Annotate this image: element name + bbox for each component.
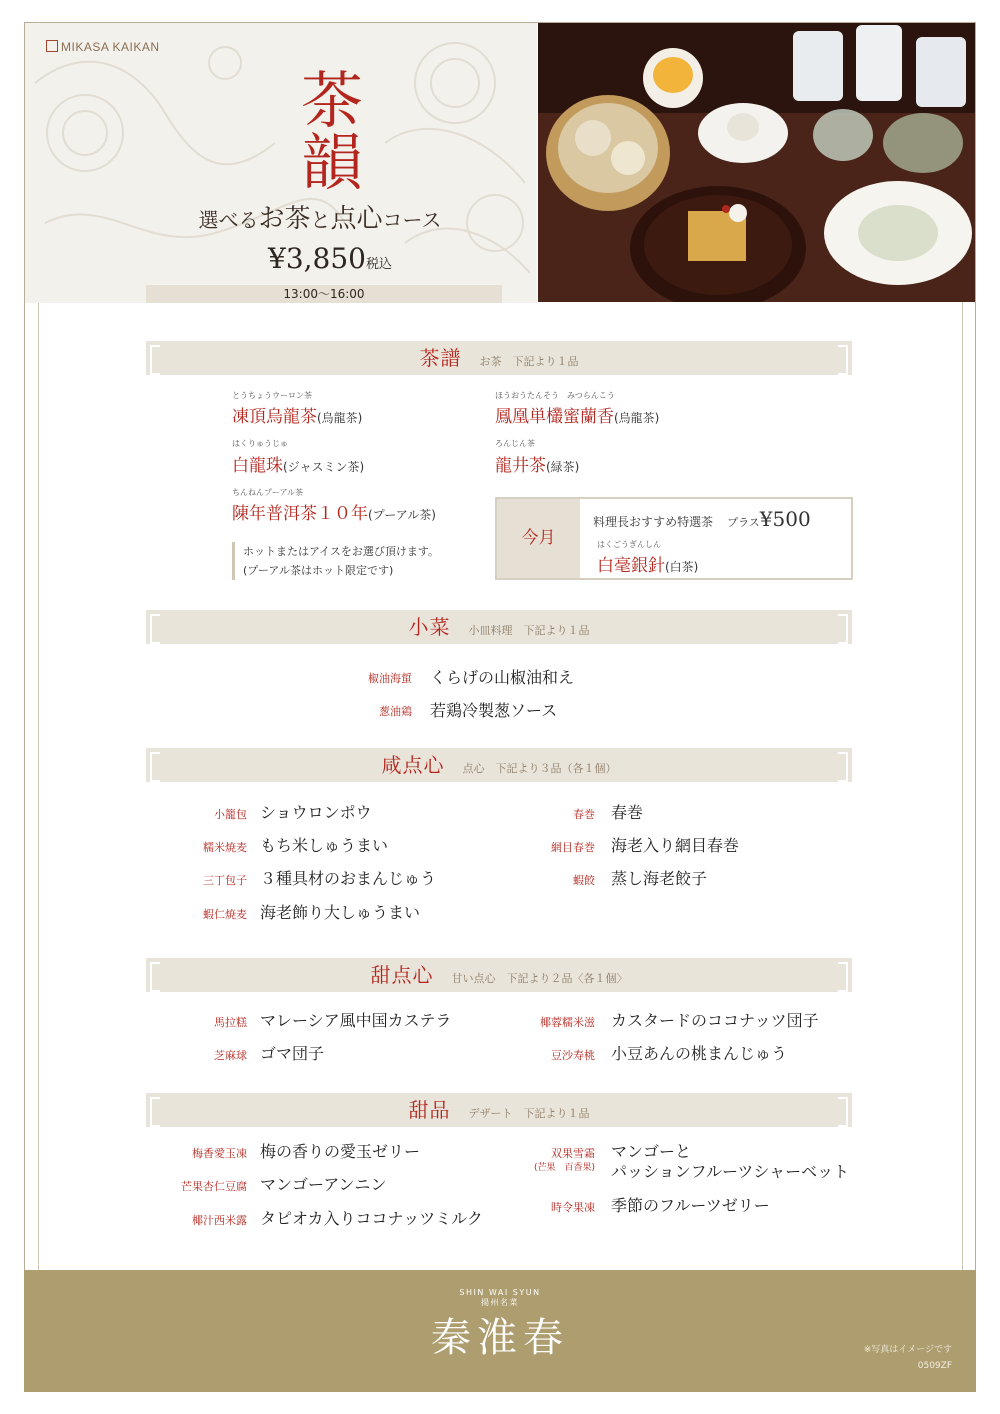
monthly-tea-type: (白茶)	[665, 560, 699, 574]
logo-subtitle: 揚州名菜	[481, 1298, 519, 1307]
dish-label: 網目春巻	[551, 841, 595, 854]
dish-label: 芝麻球	[214, 1049, 247, 1062]
savory-sub: 点心 下記より３品（各１個）	[462, 762, 617, 775]
dish-label: 三丁包子	[203, 874, 247, 887]
subtitle-dimsum: 点心	[330, 204, 383, 234]
tea-name: 凍頂烏龍茶	[232, 407, 317, 427]
dish-name: もち米しゅうまい	[260, 836, 389, 855]
tea-item	[495, 402, 659, 427]
dish-name: 海老飾り大しゅうまい	[260, 903, 421, 922]
sweet-sub: 甘い点心 下記より２品〈各１個〉	[451, 972, 628, 985]
dessert-section-header	[146, 1093, 852, 1127]
sweet-section-header	[146, 958, 852, 992]
tea-type: (緑茶)	[546, 460, 580, 474]
dish-label: 葱油鶏	[379, 705, 412, 718]
tea-note-line: (プーアル茶はホット限定です)	[243, 564, 394, 577]
tea-item	[495, 451, 579, 476]
savory-title: 咸点心	[381, 753, 445, 777]
brand-mark-icon	[46, 40, 58, 52]
monthly-plus: プラス	[727, 516, 760, 529]
dish-label: 時令果凍	[551, 1201, 595, 1214]
logo-caption	[24, 1288, 976, 1308]
dish-name: ３種具材のおまんじゅう	[260, 869, 437, 888]
dish-name: 季節のフルーツゼリー	[611, 1196, 770, 1215]
dish-label: 小籠包	[214, 808, 247, 821]
course-subtitle	[150, 198, 490, 235]
tea-ruby: はくりゅうじゅ	[232, 439, 288, 448]
dish-label: 椒油海蜇	[368, 672, 412, 685]
tea-type: (烏龍茶)	[614, 411, 660, 425]
tea-type: (烏龍茶)	[317, 411, 363, 425]
dish-label: 芒果杏仁豆腐	[181, 1180, 247, 1193]
dish-label: 梅香愛玉凍	[192, 1147, 247, 1160]
dish-name: 春巻	[611, 803, 644, 822]
dessert-sub: デザート 下記より１品	[468, 1107, 590, 1120]
dish-name: マレーシア風中国カステラ	[260, 1011, 452, 1030]
dish-name: タピオカ入りココナッツミルク	[260, 1209, 483, 1228]
tea-name: 鳳凰単欉蜜蘭香	[495, 407, 614, 427]
tea-ruby: ほうおうたんそう みつらんこう	[495, 391, 615, 400]
subtitle-post: コース	[382, 208, 442, 232]
tea-ruby: とうちょうウーロン茶	[232, 391, 312, 400]
brand-logo	[46, 40, 160, 54]
monthly-price: ¥500	[759, 507, 811, 531]
dish-name: 海老入り網目春巻	[611, 836, 740, 855]
print-code: 0509ZF	[917, 1361, 952, 1371]
title-char-1: 茶	[300, 64, 363, 137]
dish-label: 椰汁西米露	[192, 1214, 247, 1227]
dish-label: 蝦餃	[573, 874, 595, 887]
dish-label: 豆沙寿桃	[551, 1049, 595, 1062]
dish-name: 蒸し海老餃子	[611, 869, 708, 888]
tea-section-title: 茶譜	[419, 346, 462, 370]
subtitle-pre: 選べる	[198, 208, 259, 232]
footer-note	[864, 1342, 952, 1374]
monthly-tag: 今月	[497, 499, 580, 578]
dish-name: ショウロンポウ	[260, 803, 372, 822]
savory-section-header	[146, 748, 852, 782]
footer-band	[24, 1270, 976, 1392]
restaurant-logo: 秦淮春	[431, 1315, 569, 1361]
price-tax: 税込	[365, 257, 392, 272]
dessert-title: 甜品	[408, 1098, 451, 1122]
dish-name: 梅の香りの愛玉ゼリー	[260, 1142, 421, 1161]
tea-ruby: ろんじん茶	[495, 439, 535, 448]
monthly-tea-name: 白毫銀針	[597, 556, 665, 576]
tea-note-line: ホットまたはアイスをお選び頂けます。	[243, 545, 440, 558]
dish-name: マンゴーアンニン	[260, 1175, 387, 1194]
tea-name: 龍井茶	[495, 456, 546, 476]
dish-label: 椰蓉糯米滋	[540, 1016, 595, 1029]
course-photo	[538, 23, 975, 302]
food-photo-illustration	[538, 23, 975, 302]
logo-romaji: SHIN WAI SYUN	[459, 1288, 541, 1297]
small-dish-title: 小菜	[408, 615, 451, 639]
tea-item	[232, 451, 364, 476]
brand-text: MIKASA KAIKAN	[61, 40, 160, 54]
monthly-desc	[593, 507, 811, 531]
dish-name: カスタードのココナッツ団子	[611, 1011, 819, 1030]
dish-name: 若鶏冷製葱ソース	[430, 701, 558, 720]
tea-type: (プーアル茶)	[368, 508, 436, 522]
dish-name: くらげの山椒油和え	[430, 668, 575, 687]
dish-name: マンゴーと	[611, 1142, 692, 1161]
monthly-desc-text: 料理長おすすめ特選茶	[593, 515, 714, 529]
subtitle-tea: お茶	[258, 204, 311, 234]
title-char-2: 韻	[300, 126, 363, 199]
dish-label: 双果雪霜	[551, 1147, 595, 1160]
tea-item	[232, 499, 436, 524]
tea-name: 陳年普洱茶１０年	[232, 504, 368, 524]
tea-type: (ジャスミン茶)	[283, 460, 365, 474]
tea-ruby: ちんねんプーアル茶	[232, 488, 304, 497]
tea-note	[232, 542, 439, 580]
dish-label: 蝦仁焼麦	[203, 908, 247, 921]
service-hours: 13:00～16:00	[146, 285, 502, 303]
small-dish-section-header	[146, 610, 852, 644]
dish-name: 小豆あんの桃まんじゅう	[611, 1044, 788, 1063]
monthly-ruby: はくごうぎんしん	[597, 540, 661, 549]
monthly-tea	[597, 551, 698, 576]
monthly-special-box	[495, 497, 853, 580]
sweet-title: 甜点心	[370, 963, 434, 987]
small-dish-sub: 小皿料理 下記より１品	[468, 624, 590, 637]
photo-note: ※写真はイメージです	[863, 1345, 952, 1355]
dish-sublabel: (芒果 百香果)	[533, 1163, 595, 1173]
tea-section-header	[146, 341, 852, 375]
dish-name: ゴマ団子	[260, 1044, 325, 1063]
tea-section-sub: お茶 下記より１品	[479, 355, 579, 368]
dish-label: 春巻	[573, 808, 595, 821]
tea-name: 白龍珠	[232, 456, 283, 476]
dish-label: 馬拉糕	[214, 1016, 247, 1029]
dish-name-line2: パッションフルーツシャーベット	[611, 1162, 850, 1181]
tea-item	[232, 402, 362, 427]
price-value: ¥3,850	[268, 242, 366, 275]
subtitle-mid: と	[310, 208, 331, 232]
course-price	[250, 242, 410, 275]
dish-label: 糯米焼麦	[203, 841, 247, 854]
